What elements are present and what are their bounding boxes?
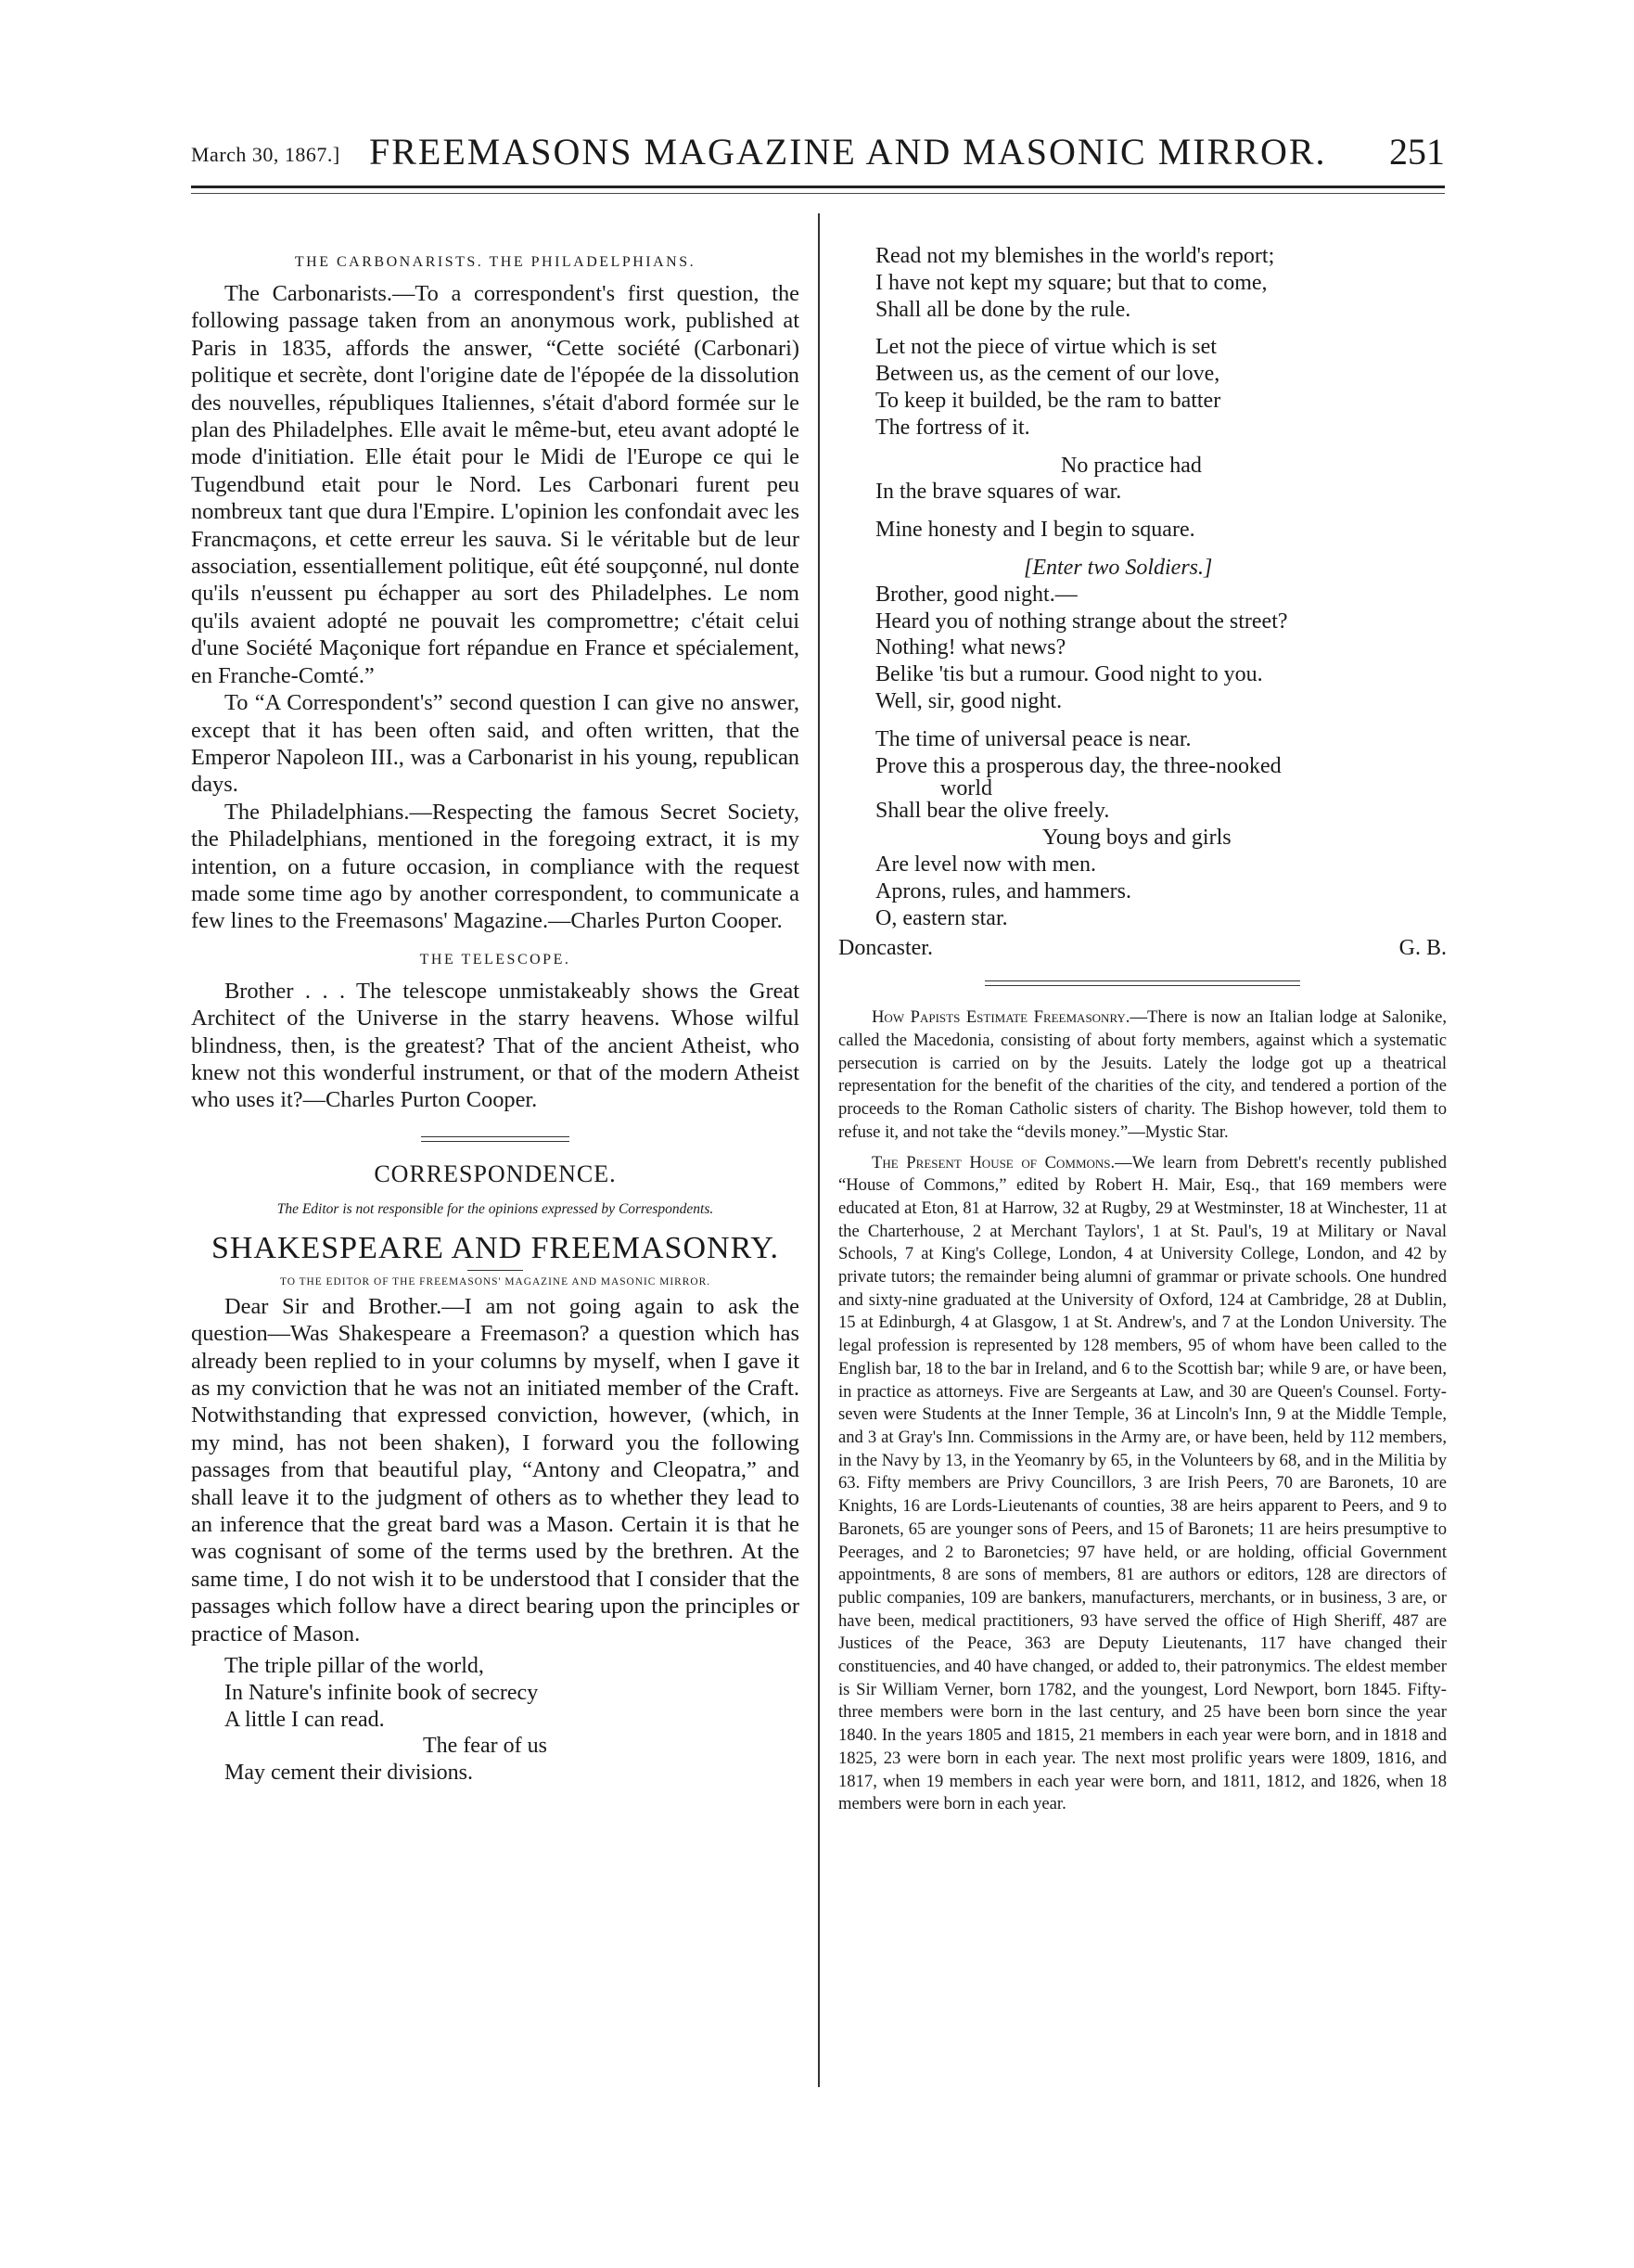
letter-body: Dear Sir and Brother.—I am not going again to ask the question—Was Shakespeare a Freemason? a question which has already been replied to in your columns by myself, when I gave it as my conviction that he was not an initiated member of the Craft. Notwithstanding that expressed conviction, however, (which, in my mind, has not been shaken), I forward you the following passages from that beautiful play, “Antony and Cleopatra,” and shall leave it to the judgment of others as to whether they lead to an inference that the great bard was a Mason. Certain it is that he was cognisant of some of the terms used by the brethren. At the same time, I do not wish it to be understood that I consider that the passages which follow have a direct bearing upon the principles or practice of Mason. bbox=[191, 1293, 799, 1647]
verse-line: No practice had bbox=[1061, 453, 1202, 478]
editor-disclaimer: The Editor is not responsible for the opinions expressed by Correspondents. bbox=[276, 1200, 714, 1217]
verse-line: Shall all be done by the rule. bbox=[875, 297, 1131, 322]
verse-line: Well, sir, good night. bbox=[875, 688, 1063, 713]
section-separator bbox=[985, 980, 1300, 986]
news-lead: The Present House of Commons. bbox=[872, 1152, 1116, 1172]
verse-line: The fortress of it. bbox=[875, 415, 1030, 440]
paragraph-correspondent: To “A Correspondent's” second question I can give no answer, except that it has been often said, and often written, that the Emperor Napoleon III., was a Carbonarist in his young, republican days. bbox=[191, 690, 799, 798]
correspondence-heading: CORRESPONDENCE. bbox=[374, 1160, 617, 1187]
page-number: 251 bbox=[1389, 131, 1445, 173]
stage-direction: [Enter two Soldiers.] bbox=[1024, 555, 1213, 580]
news-text: —There is now an Italian lodge at Salonike, called the Macedonia, consisting of about forty members, against which a systematic persecution is carried on by the Jesuits. Lately the lodge got up a theatrical representation for the benefit of the charities of the city, and tendered a portion of the proceeds to the Roman Catholic sisters of charity. The Bishop however, told them to refuse it, and not take the “devils money.”—Mystic Star. bbox=[838, 1007, 1447, 1142]
verse-line: To keep it builded, be the ram to batter bbox=[875, 388, 1221, 413]
left-column bbox=[191, 247, 799, 1787]
verse-line: The time of universal peace is near. bbox=[875, 726, 1192, 751]
verse-line: A little I can read. bbox=[224, 1707, 385, 1732]
news-item-house-of-commons bbox=[838, 1152, 1447, 1816]
place-of-writing: Doncaster. bbox=[838, 936, 933, 961]
verse-line: Aprons, rules, and hammers. bbox=[875, 878, 1131, 903]
verse-quote-right bbox=[838, 243, 1447, 931]
paragraph-telescope: Brother . . . The telescope unmistakeably shows the Great Architect of the Universe in the starry heavens. Whose wilful blindness, then, is the greatest? That of the ancient Atheist, who knew not this wonderful instrument, or that of the modern Atheist who uses it?—Charles Purton Cooper. bbox=[191, 978, 799, 1113]
verse-line: Read not my blemishes in the world's report; bbox=[875, 244, 1275, 268]
verse-line: Brother, good night.— bbox=[875, 582, 1078, 607]
header-rule-thin bbox=[191, 193, 1445, 194]
letter-addressee: TO THE EDITOR OF THE FREEMASONS' MAGAZINE AND MASONIC MIRROR. bbox=[279, 1275, 711, 1288]
right-column bbox=[838, 243, 1447, 1816]
verse-line: In the brave squares of war. bbox=[875, 480, 1122, 505]
verse-line: The fear of us bbox=[423, 1734, 547, 1759]
verse-line: Young boys and girls bbox=[1042, 826, 1232, 851]
news-lead: How Papists Estimate Freemasonry. bbox=[872, 1007, 1130, 1028]
signature-row bbox=[838, 935, 1447, 962]
verse-line: Nothing! what news? bbox=[875, 635, 1066, 660]
page-header bbox=[191, 130, 1445, 182]
section-heading-carbonarists: THE CARBONARISTS. THE PHILADELPHIANS. bbox=[294, 254, 696, 270]
title-rule bbox=[467, 1270, 523, 1271]
paragraph-carbonarists: The Carbonarists.—To a correspondent's first question, the following passage taken from an anonymous work, published at Paris in 1835, affords the answer, “Cette société (Carbonari) politique et secrète, dont l'origine date de l'épopée de la dissolution des nouvelles, républiques Italiennes, s'était d'abord formée sur le plan des Philadelphes. Elle avait le même-but, eteu avant adopté le mode d'initiation. Elle était pour le Midi de l'Europe ce qui le Tugendbund etait pour le Nord. Les Carbonari furent peu nombreux tant que dura l'Empire. L'opinion les confondait avec les Francmaçons, et cette erreur les sauva. Si le véritable but de leur association, essentiallement politique, eût été soupçonné, nul donte qu'ils n'eussent pu échapper au sort des Philadelphes. Le nom qu'ils avaient adopté ne pouvait les compromettre; c'était celui d'une Société Maçonique fort répandue en France et spécialement, en Franche-Comté.” bbox=[191, 281, 799, 688]
column-divider bbox=[818, 213, 820, 2087]
verse-line: I have not kept my square; but that to come, bbox=[875, 270, 1268, 295]
paragraph-philadelphians: The Philadelphians.—Respecting the famous Secret Society, the Philadelphians, mentioned in the foregoing extract, it is my intention, on a future occasion, in compliance with the request made some time ago by another correspondent, to communicate a few lines to the Freemasons' Magazine.—Charles Purton Cooper. bbox=[191, 799, 799, 934]
verse-line: In Nature's infinite book of secrecy bbox=[224, 1680, 539, 1705]
verse-line: The triple pillar of the world, bbox=[224, 1654, 484, 1679]
verse-line: Mine honesty and I begin to square. bbox=[875, 518, 1195, 543]
verse-line: world bbox=[940, 776, 992, 801]
verse-line: Prove this a prosperous day, the three-nooked bbox=[875, 753, 1282, 778]
section-separator bbox=[421, 1136, 569, 1142]
author-initials: G. B. bbox=[1398, 936, 1447, 961]
header-rule bbox=[191, 186, 1445, 188]
masthead-title: FREEMASONS MAGAZINE AND MASONIC MIRROR. bbox=[369, 131, 1327, 173]
news-text: —We learn from Debrett's recently published “House of Commons,” edited by Robert H. Mair, Esq., that 169 members were educated at Eton, 81 at Harrow, 32 at Rugby, 29 at Westminster, 18 at Winchester, 11 at the Charterhouse, 2 at Merchant Taylors', 1 at St. Paul's, 19 at Military or Naval Schools, 7 at King's College, London, 4 at University College, London, and 42 by private tutors; the remainder being alumni of grammar or private schools. One hundred and sixty-nine graduated at the University of Oxford, 124 at Cambridge, 28 at Dublin, 15 at Edinburgh, 4 at Glasgow, 1 at St. Andrew's, and 7 at the London University. The legal profession is represented by 128 members, 95 of whom have been called to the English bar, 18 to the bar in Ireland, and 6 to the Scottish bar; while 9 are, or have been, in practice as attorneys. Five are Sergeants at Law, and 30 are Queen's Counsel. Forty-seven were Students at the Inner Temple, 36 at Lincoln's Inn, 9 at the Middle Temple, and 3 at Gray's Inn. Commissions in the Army are, or have been, held by 112 members, in the Navy by 13, in the Yeomanry by 65, in the Volunteers by 68, and in the Militia by 63. Fifty members are Privy Councillors, 3 are Irish Peers, 70 are Baronets, 10 are Knights, 16 are Lords-Lieutenants of counties, 38 are heirs apparent to Peers, and 9 to Baronets, 65 are younger sons of Peers, and 15 of Baronets; 11 are heirs presumptive to Peerages, and 2 to Baronetcies; 97 have held, or are holding, official Government appointments, 8 are sons of members, 81 are authors or editors, 128 are directors of public companies, 109 are bankers, manufacturers, merchants, or in business, 3 are, or have been, medical practitioners, 93 have served the office of High Sheriff, 487 are Justices of the Peace, 363 are Deputy Lieutenants, 117 have changed their constituencies, and 40 have changed, or added to, their patronymics. The eldest member is Sir William Verner, born 1782, and the youngest, Lord Newport, born 1845. Fifty-three members were born in the last century, and 25 have been born since the year 1840. In the years 1805 and 1815, 21 members in each year were born, and in 1818 and 1825, 23 were born in each year. The next most prolific years were 1809, 1816, and 1817, when 19 members in each year were born, and 1811, 1812, and 1826, when 18 members were born in each year. bbox=[838, 1152, 1447, 1814]
section-heading-telescope: THE TELESCOPE. bbox=[419, 951, 571, 967]
verse-line: Let not the piece of virtue which is set bbox=[875, 335, 1217, 360]
verse-line: O, eastern star. bbox=[875, 905, 1008, 930]
verse-line: Heard you of nothing strange about the street? bbox=[875, 609, 1288, 634]
issue-date: March 30, 1867.] bbox=[191, 143, 340, 166]
verse-line: Between us, as the cement of our love, bbox=[875, 362, 1220, 387]
verse-line: Are level now with men. bbox=[875, 852, 1096, 877]
article-title: SHAKESPEARE AND FREEMASONRY. bbox=[211, 1230, 780, 1265]
verse-line: Belike 'tis but a rumour. Good night to you. bbox=[875, 662, 1263, 687]
verse-line: Shall bear the olive freely. bbox=[875, 799, 1110, 824]
verse-line: May cement their divisions. bbox=[224, 1761, 473, 1786]
verse-quote-left bbox=[191, 1653, 799, 1787]
news-item-papists bbox=[838, 1006, 1447, 1144]
